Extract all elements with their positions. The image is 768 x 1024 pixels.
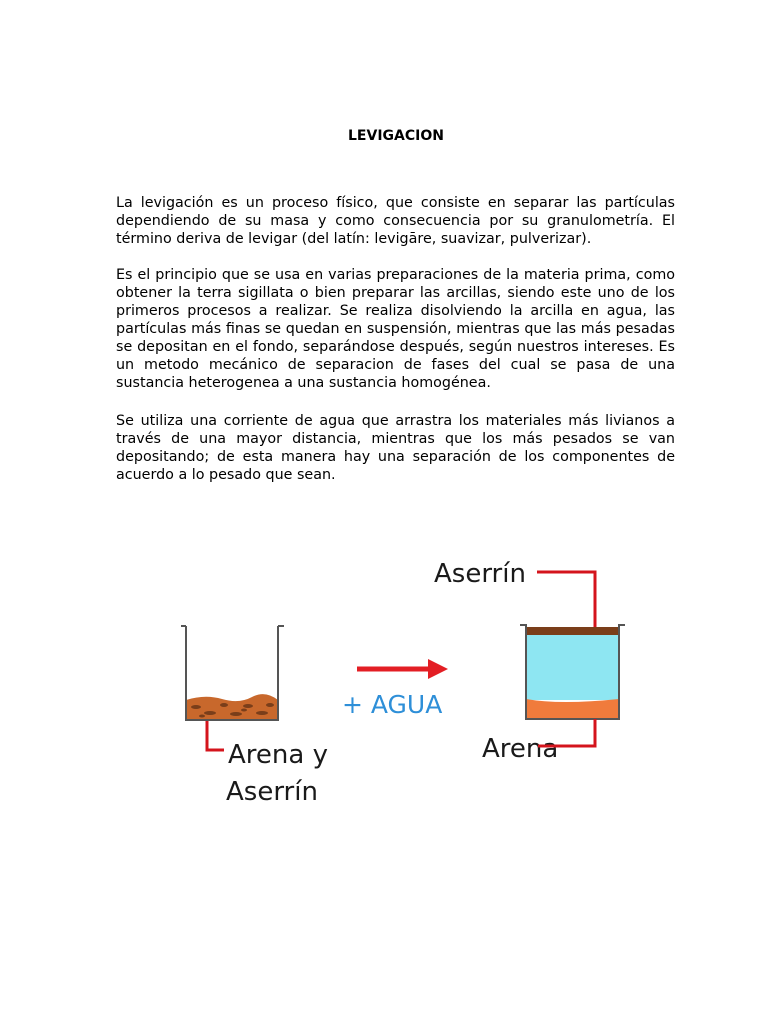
paragraph-method: Se utiliza una corriente de agua que arrastra los materiales más livianos a través de una mayor distancia, mientras que los más pesados se van depositando; de esta manera hay una separación de los componentes de acuerdo a lo pesado que sean. xyxy=(116,413,675,483)
sawdust-label: Aserrín xyxy=(434,559,526,589)
water-layer xyxy=(526,634,619,700)
paragraph-definition: La levigación es un proceso físico, que consiste en separar las partículas dependiendo de su masa y como consecuencia por su granulometría. El término deriva de levigar (del latín: levigāre, suavizar, pulverizar). xyxy=(116,195,675,247)
paragraph-principle: Es el principio que se usa en varias preparaciones de la materia prima, como obtener la terra sigillata o bien preparar las arcillas, siendo este uno de los primeros procesos a realizar. Se realiza disolviendo la arcilla en agua, las partículas más finas se quedan en suspensión, mientras que las más pesadas se depositan en el fondo, separándose después, según nuestros intereses. Es un metodo mecánico de separacion de fases del cual se pasa de una sustancia heterogenea a una sustancia homogénea. xyxy=(116,267,675,391)
process-arrow xyxy=(357,659,448,679)
left-label-pointer xyxy=(207,721,224,750)
sawdust-layer xyxy=(526,627,619,635)
sawdust-label-pointer xyxy=(537,572,595,627)
separated-beaker xyxy=(520,625,625,719)
page-title: LEVIGACION xyxy=(348,128,444,144)
left-label-line2: Aserrín xyxy=(226,777,318,807)
left-label-line1: Arena y xyxy=(228,740,328,770)
sand-label: Arena xyxy=(482,734,559,764)
sand-layer xyxy=(526,699,619,718)
agua-label: + AGUA xyxy=(342,690,443,719)
mixture-beaker xyxy=(181,626,284,720)
